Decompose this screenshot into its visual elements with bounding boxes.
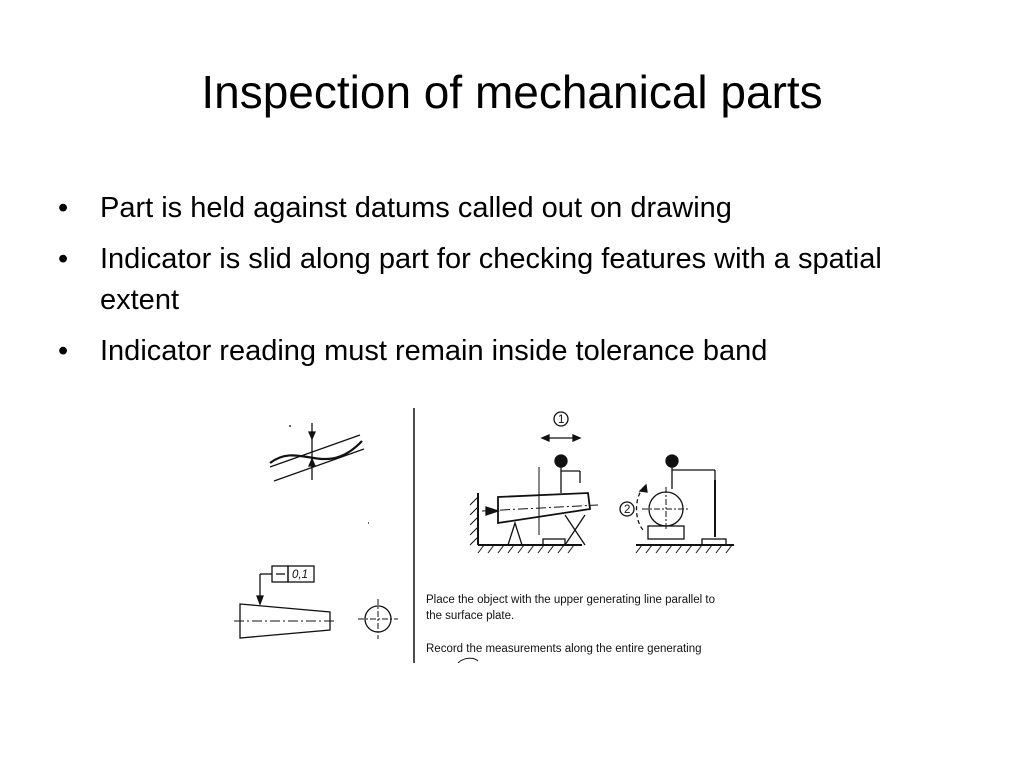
bullet-item: [58, 188, 958, 229]
bullet-item: [58, 239, 958, 321]
step-marker-1-label: 1: [558, 414, 565, 426]
caption-line-3: Record the measurements along the entire generating: [426, 643, 702, 655]
measurement-setup-1: [470, 412, 598, 553]
inspection-drawing: [230, 405, 800, 663]
step-marker-2-label: 2: [624, 504, 631, 516]
bullet-dot: •: [58, 243, 69, 275]
bullet-item: [58, 331, 958, 372]
slide-title: Inspection of mechanical parts: [201, 66, 823, 118]
bullet-text: Indicator is slid along part for checking features with a spatial extent: [100, 243, 882, 316]
tolerance-frame-value: 0,1: [292, 569, 308, 581]
measurement-setup-2: [620, 455, 734, 553]
bullet-list: [58, 188, 958, 382]
inspection-figure: [230, 405, 800, 663]
bullet-text: Part is held against datums called out on drawing: [100, 192, 732, 224]
straightness-sketch: [270, 423, 364, 481]
bullet-dot: •: [58, 335, 69, 367]
caption-line-1: Place the object with the upper generating line parallel to: [426, 594, 715, 606]
tapered-part-sketch: [234, 523, 398, 639]
bullet-text: Indicator reading must remain inside tolerance band: [100, 335, 768, 367]
bullet-dot: •: [58, 192, 69, 224]
caption-line-2: the surface plate.: [426, 610, 515, 622]
